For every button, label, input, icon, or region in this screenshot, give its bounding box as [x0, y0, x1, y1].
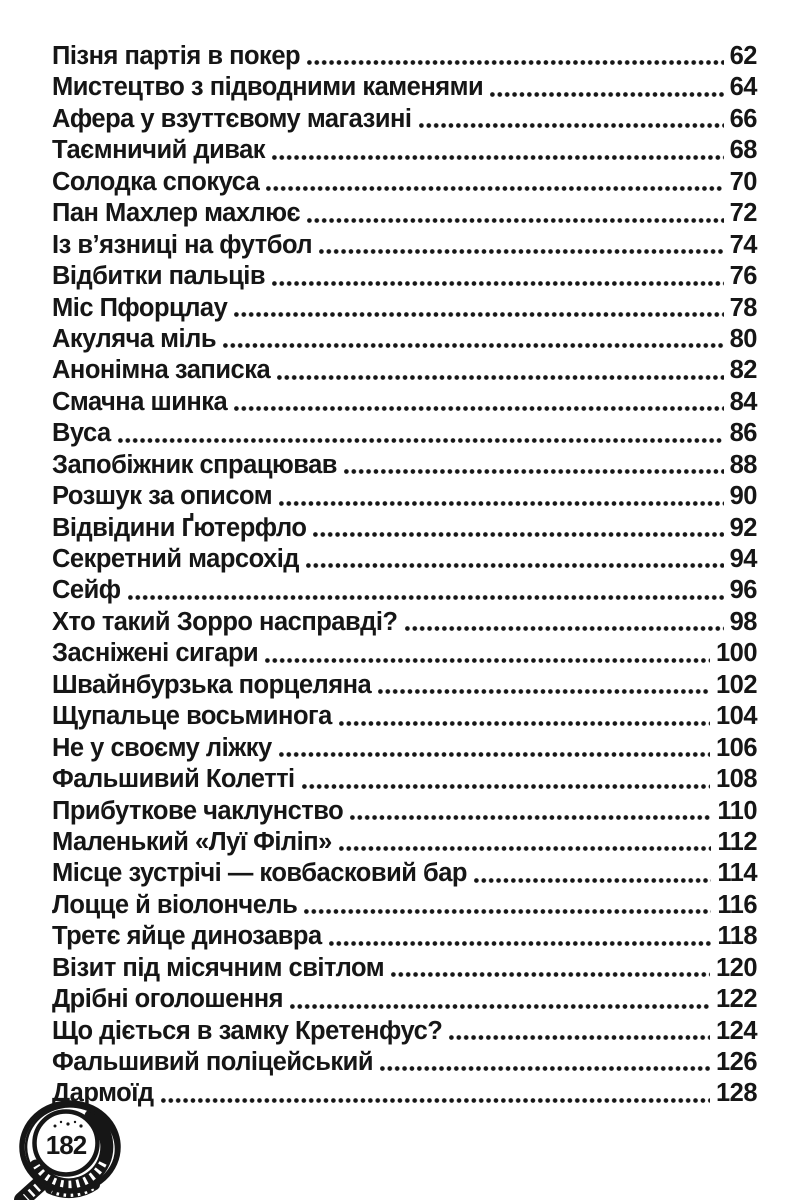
toc-entry-title: Не у своєму ліжку — [52, 733, 272, 762]
badge-page-number: 182 — [45, 1130, 87, 1160]
toc-entry-title: Фальшивий поліцейський — [52, 1048, 373, 1076]
toc-entry — [52, 858, 757, 889]
toc-entry — [52, 418, 757, 449]
toc-entry — [52, 1016, 757, 1047]
dot-leader — [319, 249, 724, 254]
toc-entry — [52, 921, 757, 952]
dot-leader — [339, 721, 710, 726]
dot-leader — [339, 846, 712, 851]
dot-leader — [161, 1098, 710, 1103]
toc-entry-title: Міс Пфорцлау — [52, 293, 228, 322]
toc-entry — [52, 513, 757, 544]
toc-entry — [52, 104, 757, 135]
toc-entry — [52, 41, 757, 72]
toc-entry — [52, 324, 757, 355]
toc-entry — [52, 481, 757, 512]
toc-entry — [52, 827, 757, 858]
dot-leader — [234, 312, 723, 317]
dot-leader — [490, 92, 723, 97]
dot-leader — [344, 469, 724, 474]
toc-entry-title: Швайнбурзька порцеляна — [52, 670, 372, 699]
dot-leader — [118, 438, 724, 443]
toc-entry-title: Дрібні оголошення — [52, 985, 284, 1014]
toc-entry-title: Візит під місячним світлом — [52, 953, 385, 982]
dot-leader — [313, 532, 723, 537]
toc-list — [52, 41, 757, 1110]
dot-leader — [350, 815, 711, 820]
toc-entry-page: 64 — [729, 73, 757, 102]
dot-leader — [419, 123, 724, 128]
toc-entry-title: Третє яйце динозавра — [52, 922, 322, 951]
toc-entry-page: 92 — [729, 513, 757, 542]
toc-entry — [52, 72, 757, 103]
toc-entry-title: Мистецтво з підводними каменями — [52, 73, 484, 102]
dot-leader — [304, 909, 711, 914]
toc-entry — [52, 230, 757, 261]
toc-entry-page: 76 — [729, 262, 757, 291]
toc-entry-title: Пізня партія в покер — [52, 42, 301, 70]
dot-leader — [391, 972, 710, 977]
toc-entry-title: Фальшивий Колетті — [52, 765, 295, 794]
dot-leader — [474, 878, 711, 883]
dot-leader — [307, 60, 724, 65]
toc-entry-title: Смачна шинка — [52, 387, 228, 416]
toc-entry-title: Що діється в замку Кретенфус? — [52, 1016, 443, 1045]
toc-entry-page: 126 — [715, 1048, 757, 1076]
dot-leader — [279, 501, 724, 506]
toc-entry-page: 84 — [729, 387, 757, 416]
toc-entry — [52, 1047, 757, 1078]
toc-entry — [52, 796, 757, 827]
toc-entry-title: Відбитки пальців — [52, 262, 266, 291]
toc-entry-page: 70 — [729, 167, 757, 196]
dot-leader — [223, 343, 724, 348]
dot-leader — [128, 595, 724, 600]
toc-entry — [52, 355, 757, 386]
toc-entry-page: 62 — [729, 42, 757, 70]
toc-entry-title: Таємничий дивак — [52, 136, 266, 165]
toc-entry-title: Із в’язниці на футбол — [52, 230, 313, 259]
toc-entry-page: 110 — [717, 796, 757, 825]
toc-entry-page: 122 — [715, 985, 757, 1014]
toc-entry-title: Маленький «Луї Філіп» — [52, 827, 332, 856]
toc-entry — [52, 953, 757, 984]
toc-entry-page: 128 — [715, 1079, 757, 1108]
toc-entry-title: Щупальце восьминога — [52, 702, 332, 731]
toc-entry-title: Лоцце й віолончель — [52, 890, 298, 919]
toc-entry — [52, 261, 757, 292]
toc-entry-page: 88 — [729, 450, 757, 479]
toc-entry — [52, 764, 757, 795]
toc-entry — [52, 387, 757, 418]
dot-leader — [266, 186, 723, 191]
toc-entry-title: Сейф — [52, 576, 121, 605]
dot-leader — [380, 1066, 710, 1071]
toc-entry — [52, 701, 757, 732]
toc-entry-title: Дармоїд — [52, 1079, 154, 1108]
toc-entry — [52, 293, 757, 324]
toc-entry-title: Відвідини Ґютерфло — [52, 513, 307, 542]
toc-entry — [52, 607, 757, 638]
toc-entry-page: 114 — [717, 859, 757, 888]
toc-entry-page: 108 — [715, 765, 757, 794]
toc-entry-page: 78 — [729, 293, 757, 322]
toc-entry-title: Акуляча міль — [52, 324, 216, 353]
page-number-badge — [8, 1096, 148, 1200]
toc-entry-page: 118 — [717, 922, 757, 951]
toc-entry-title: Афера у взуттєвому магазині — [52, 104, 412, 133]
dot-leader — [306, 563, 724, 568]
dot-leader — [279, 752, 710, 757]
toc-entry-page: 102 — [715, 670, 757, 699]
toc-entry — [52, 890, 757, 921]
toc-entry-title: Запобіжник спрацював — [52, 450, 337, 479]
toc-entry-title: Пан Махлер махлює — [52, 199, 301, 228]
toc-entry — [52, 638, 757, 669]
toc-entry-page: 100 — [715, 639, 757, 668]
toc-entry — [52, 450, 757, 481]
dot-leader — [234, 406, 723, 411]
toc-entry — [52, 1078, 757, 1109]
toc-entry-page: 104 — [715, 702, 757, 731]
toc-entry — [52, 670, 757, 701]
toc-entry — [52, 575, 757, 606]
toc-entry-page: 96 — [729, 576, 757, 605]
magnifier-icon — [8, 1096, 148, 1200]
dot-leader — [272, 281, 724, 286]
dot-leader — [449, 1035, 710, 1040]
toc-entry-page: 106 — [715, 733, 757, 762]
toc-entry-title: Розшук за описом — [52, 482, 273, 511]
toc-entry-page: 66 — [729, 104, 757, 133]
toc-entry — [52, 733, 757, 764]
toc-entry-title: Анонімна записка — [52, 356, 271, 385]
toc-entry-page: 68 — [729, 136, 757, 165]
toc-entry-page: 120 — [715, 953, 757, 982]
toc-entry — [52, 198, 757, 229]
toc-entry-page: 82 — [729, 356, 757, 385]
toc-entry-page: 124 — [715, 1016, 757, 1045]
toc-entry-page: 74 — [729, 230, 757, 259]
toc-entry-page: 86 — [729, 419, 757, 448]
dot-leader — [290, 1004, 710, 1009]
toc-entry-title: Прибуткове чаклунство — [52, 796, 344, 825]
toc-entry-page: 98 — [729, 607, 757, 636]
toc-entry-title: Місце зустрічі — ковбасковий бар — [52, 859, 468, 888]
toc-entry-page: 116 — [717, 890, 757, 919]
dot-leader — [329, 941, 712, 946]
toc-entry — [52, 984, 757, 1015]
toc-entry-title: Солодка спокуса — [52, 167, 260, 196]
dot-leader — [302, 784, 710, 789]
toc-entry-page: 90 — [729, 482, 757, 511]
dot-leader — [265, 658, 710, 663]
toc-entry-page: 94 — [729, 545, 757, 573]
toc-entry — [52, 135, 757, 166]
toc-entry-page: 112 — [717, 827, 757, 856]
toc-entry-page: 72 — [729, 199, 757, 228]
toc-entry-title: Хто такий Зорро насправді? — [52, 607, 398, 636]
dot-leader — [307, 218, 724, 223]
toc-entry-title: Вуса — [52, 419, 111, 448]
dot-leader — [405, 626, 724, 631]
toc-entry-title: Засніжені сигари — [52, 639, 259, 668]
dot-leader — [378, 689, 710, 694]
toc-entry — [52, 167, 757, 198]
toc-entry-page: 80 — [729, 324, 757, 353]
toc-entry-title: Секретний марсохід — [52, 545, 299, 573]
toc-entry — [52, 544, 757, 575]
dot-leader — [272, 155, 724, 160]
dot-leader — [277, 375, 723, 380]
